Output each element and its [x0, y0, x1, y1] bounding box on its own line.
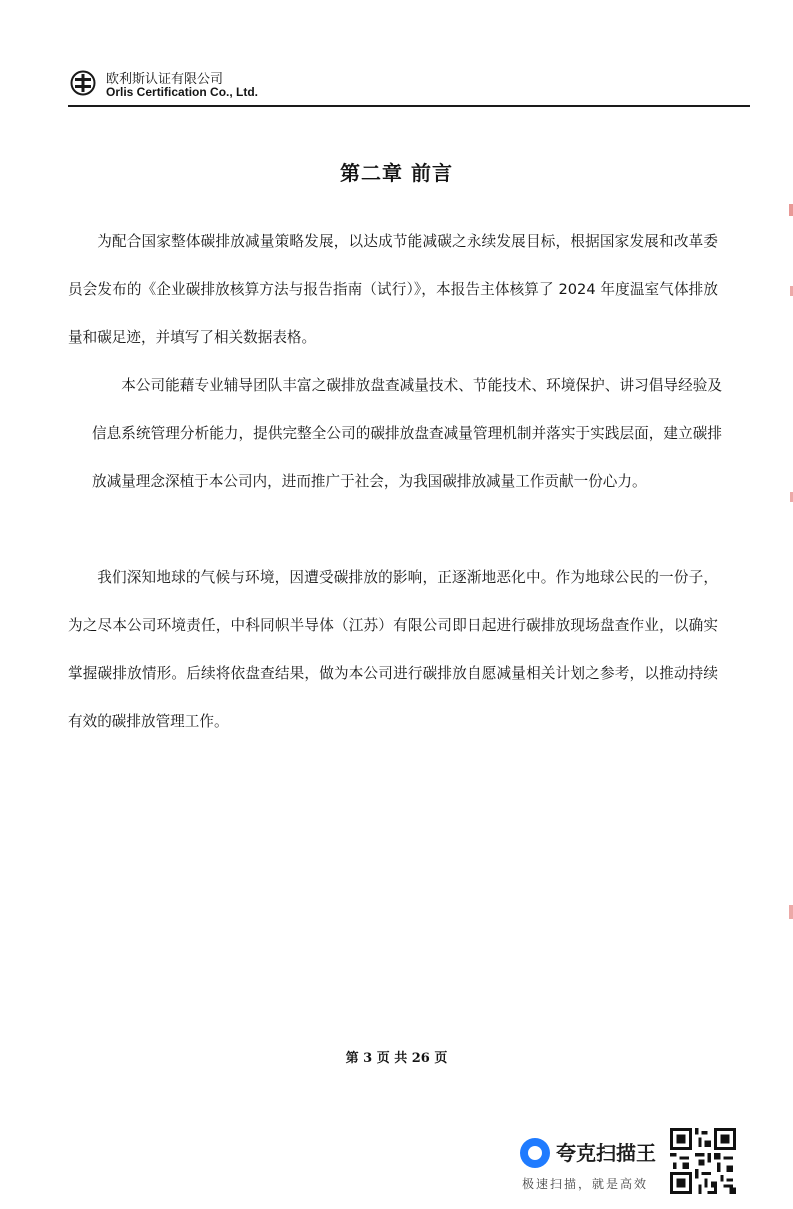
paragraph-1: 为配合国家整体碳排放减量策略发展，以达成节能减碳之永续发展目标，根据国家发展和改革委员会发布的《企业碳排放核算方法与报告指南（试行）》，本报告主体核算了 2024 年度温室气体排放量和碳足迹，并填写了相关数据表格。 — [68, 233, 718, 346]
page-number: 第 3 页 共 26 页 — [345, 1051, 448, 1066]
quark-logo-icon — [520, 1138, 550, 1168]
header-divider — [68, 105, 750, 107]
seal-fragment-1 — [783, 200, 793, 220]
seal-fragment-3 — [783, 488, 793, 506]
company-name-cn: 欧利斯认证有限公司 — [106, 72, 224, 87]
seal-fragment-4 — [783, 900, 793, 924]
scanner-brand: 夸克扫描王 — [556, 1141, 656, 1165]
chapter-title: 第二章 前言 — [340, 161, 453, 185]
scanner-watermark — [520, 1133, 740, 1197]
paragraph-2: 本公司能藉专业辅导团队丰富之碳排放盘查减量技术、节能技术、环境保护、讲习倡导经验及信息系统管理分析能力，提供完整全公司的碳排放盘查减量管理机制并落实于实践层面，建立碳排放减量理念深植于本公司内，进而推广于社会，为我国碳排放减量工作贡献一份心力。 — [92, 377, 722, 490]
scanner-slogan: 极速扫描，就是高效 — [522, 1177, 649, 1191]
qr-code-icon — [670, 1128, 736, 1194]
seal-fragment-2 — [783, 282, 793, 300]
company-name-en: Orlis Certification Co., Ltd. — [106, 85, 259, 99]
paragraph-3: 我们深知地球的气候与环境，因遭受碳排放的影响，正逐渐地恶化中。作为地球公民的一份子，为之尽本公司环境责任，中科同帜半导体（江苏）有限公司即日起进行碳排放现场盘查作业，以确实掌握碳排放情形。后续将依盘查结果，做为本公司进行碳排放自愿减量相关计划之参考，以推动持续有效的碳排放管理工作。 — [68, 569, 718, 730]
orlis-logo-icon — [70, 70, 96, 96]
